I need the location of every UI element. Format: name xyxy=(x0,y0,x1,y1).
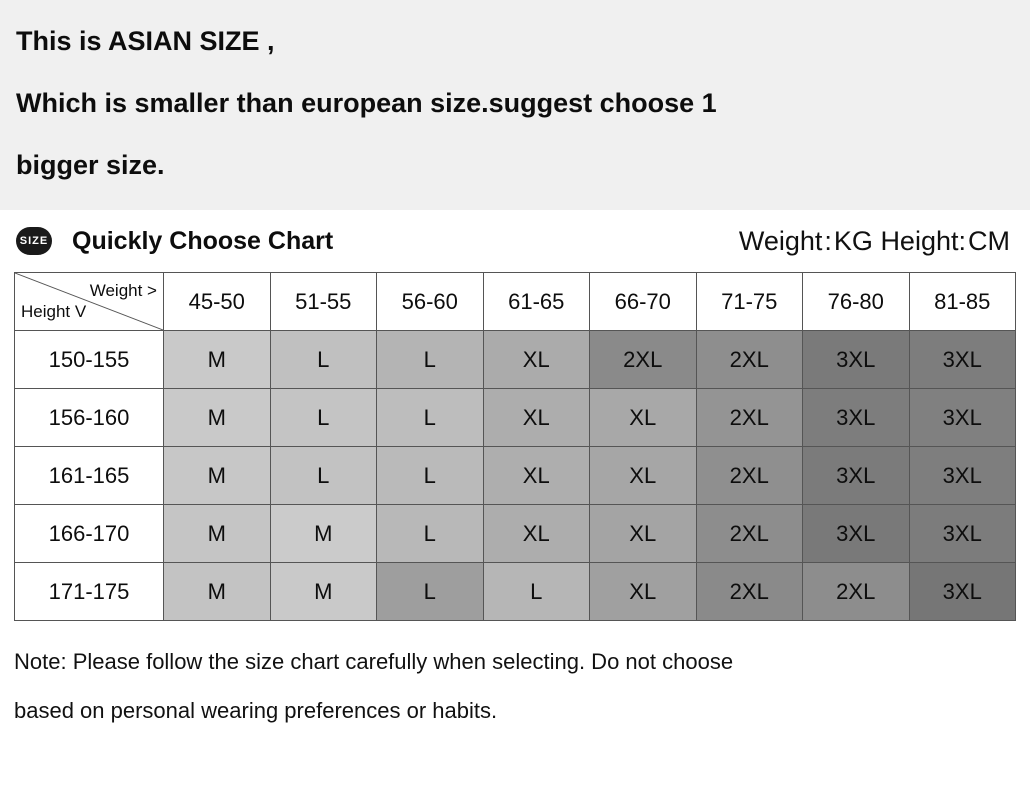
height-row-header: 166-170 xyxy=(15,505,164,563)
size-cell: 3XL xyxy=(803,505,910,563)
size-cell: M xyxy=(164,389,271,447)
size-cell: 3XL xyxy=(803,447,910,505)
notice-line-1: This is ASIAN SIZE , xyxy=(16,26,275,56)
size-cell: L xyxy=(377,505,484,563)
note-line-1: Note: Please follow the size chart carefully when selecting. Do not choose xyxy=(14,649,734,674)
height-row-header: 156-160 xyxy=(15,389,164,447)
weight-column-header: 66-70 xyxy=(590,273,697,331)
size-cell: 2XL xyxy=(590,331,697,389)
notice-line-3: bigger size. xyxy=(16,150,165,180)
chart-units xyxy=(739,226,1016,257)
table-row xyxy=(15,389,1016,447)
chart-note xyxy=(0,621,1030,735)
size-cell: 2XL xyxy=(696,505,803,563)
size-cell: M xyxy=(164,505,271,563)
size-cell: 3XL xyxy=(803,389,910,447)
size-cell: XL xyxy=(483,331,590,389)
size-cell: XL xyxy=(590,389,697,447)
size-cell: XL xyxy=(483,389,590,447)
table-row xyxy=(15,505,1016,563)
size-chart-table xyxy=(14,272,1016,621)
size-cell: L xyxy=(377,447,484,505)
height-row-header: 171-175 xyxy=(15,563,164,621)
weight-column-header: 51-55 xyxy=(270,273,377,331)
weight-unit-value: KG xyxy=(833,225,873,256)
size-cell: M xyxy=(164,563,271,621)
asian-size-notice xyxy=(0,0,1030,210)
weight-column-header: 61-65 xyxy=(483,273,590,331)
chart-title: Quickly Choose Chart xyxy=(72,226,334,255)
size-cell: 2XL xyxy=(696,389,803,447)
height-unit-label: Height xyxy=(880,225,959,256)
note-line-2: based on personal wearing preferences or habits. xyxy=(14,698,498,723)
height-row-header: 161-165 xyxy=(15,447,164,505)
table-row xyxy=(15,331,1016,389)
size-cell: XL xyxy=(590,505,697,563)
notice-line-2: Which is smaller than european size.suggest choose 1 xyxy=(16,88,717,118)
size-cell: 3XL xyxy=(909,505,1016,563)
size-badge-icon: SIZE xyxy=(16,227,52,255)
size-cell: 3XL xyxy=(909,389,1016,447)
weight-column-header: 76-80 xyxy=(803,273,910,331)
size-cell: L xyxy=(377,563,484,621)
size-cell: L xyxy=(377,331,484,389)
table-row xyxy=(15,563,1016,621)
chart-section xyxy=(0,210,1030,621)
size-cell: XL xyxy=(590,563,697,621)
size-cell: 2XL xyxy=(696,447,803,505)
corner-weight-label: Weight > xyxy=(89,281,157,300)
size-cell: 3XL xyxy=(909,563,1016,621)
size-cell: M xyxy=(164,447,271,505)
size-cell: L xyxy=(377,389,484,447)
size-cell: L xyxy=(270,389,377,447)
size-cell: XL xyxy=(483,447,590,505)
weight-column-header: 45-50 xyxy=(164,273,271,331)
size-cell: L xyxy=(270,447,377,505)
weight-unit-separator: : xyxy=(824,225,832,256)
size-cell: L xyxy=(483,563,590,621)
size-cell: 2XL xyxy=(696,563,803,621)
height-unit-value: CM xyxy=(968,225,1010,256)
size-cell: XL xyxy=(483,505,590,563)
height-unit-separator: : xyxy=(958,225,966,256)
size-cell: 3XL xyxy=(803,331,910,389)
table-row xyxy=(15,447,1016,505)
weight-column-header: 81-85 xyxy=(909,273,1016,331)
size-cell: 3XL xyxy=(909,331,1016,389)
size-cell: M xyxy=(270,505,377,563)
size-cell: 2XL xyxy=(696,331,803,389)
table-header-row xyxy=(15,273,1016,331)
chart-header xyxy=(14,210,1016,272)
weight-column-header: 71-75 xyxy=(696,273,803,331)
size-cell: 3XL xyxy=(909,447,1016,505)
weight-column-header: 56-60 xyxy=(377,273,484,331)
weight-unit-label: Weight xyxy=(738,225,823,256)
size-cell: L xyxy=(270,331,377,389)
corner-height-label: Height V xyxy=(21,302,87,321)
height-row-header: 150-155 xyxy=(15,331,164,389)
size-cell: M xyxy=(270,563,377,621)
size-cell: XL xyxy=(590,447,697,505)
size-cell: M xyxy=(164,331,271,389)
table-corner-cell xyxy=(15,273,164,331)
size-cell: 2XL xyxy=(803,563,910,621)
